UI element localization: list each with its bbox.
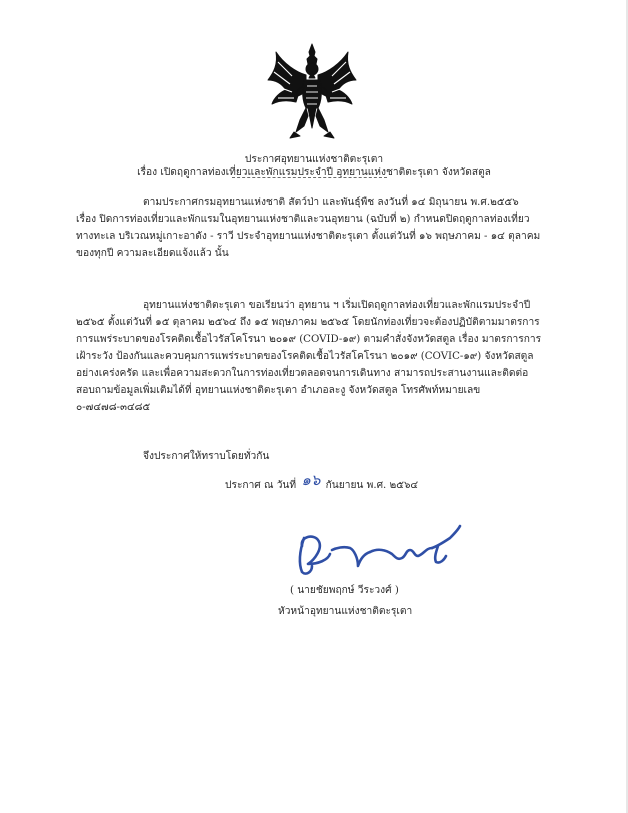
announce-line: จึงประกาศให้ทราบโดยทั่วกัน [143,451,270,462]
announcement-subject: เรื่อง เปิดฤดูกาลท่องเที่ยวและพักแรมประจำปี อุทยานแห่งชาติตะรุเตา จังหวัดสตูล [137,167,491,178]
handwritten-signature-icon [288,520,466,580]
para2-line: สอบถามข้อมูลเพิ่มเติมได้ที่ อุทยานแห่งชาติตะรุเตา อำเภอละงู จังหวัดสตูล โทรศัพท์หมายเลข [76,385,481,396]
date-line [225,471,419,493]
para2-line: เฝ้าระวัง ป้องกันและควบคุมการแพร่ระบาดของโรคติดเชื้อไวรัสโคโรนา ๒๐๑๙ (COVIC-๑๙) จังหวัดสตูล [76,351,534,362]
signer-position: หัวหน้าอุทยานแห่งชาติตะรุเตา [278,606,413,617]
handwritten-day: ๑๖ [301,471,321,489]
para1-line: เรื่อง ปิดการท่องเที่ยวและพักแรมในอุทยานแห่งชาติและวนอุทยาน (ฉบับที่ ๒) กำหนดปิดฤดูกาลท่องเที่ยว [76,214,530,225]
date-prefix: ประกาศ ณ วันที่ [225,480,297,491]
divider-line [232,177,387,178]
date-suffix: กันยายน พ.ศ. ๒๕๖๔ [325,480,419,491]
para2-line: การแพร่ระบาดของโรคติดเชื้อไวรัสโคโรนา ๒๐๑๙ (COVID-๑๙) ตามคำสั่งจังหวัดสตูล เรื่อง มาตรการการ [76,334,542,345]
para1-line: ตามประกาศกรมอุทยานแห่งชาติ สัตว์ป่า และพันธุ์พืช ลงวันที่ ๑๔ มิถุนายน พ.ศ.๒๕๕๖ [143,197,519,208]
signer-name: ( นายชัยพฤกษ์ วีระวงศ์ ) [290,585,399,596]
para2-line: ๐-๗๔๗๘-๓๔๘๕ [76,402,151,413]
garuda-emblem-icon [266,42,358,140]
para1-line: ของทุกปี ความละเอียดแจ้งแล้ว นั้น [76,248,229,259]
para2-line: ๒๕๖๕ ตั้งแต่วันที่ ๑๕ ตุลาคม ๒๕๖๔ ถึง ๑๕ พฤษภาคม ๒๕๖๕ โดยนักท่องเที่ยวจะต้องปฏิบัติตามมาตรการ [76,317,540,328]
para2-line: อย่างเคร่งครัด และเพื่อความสะดวกในการท่องเที่ยวตลอดจนการเดินทาง สามารถประสานงานและติดต่อ [76,368,529,379]
para1-line: ทางทะเล บริเวณหมู่เกาะอาดัง - ราวี ประจำอุทยานแห่งชาติตะรุเตา ตั้งแต่วันที่ ๑๖ พฤษภาคม - ๑๔ ตุลาคม [76,231,541,242]
announcement-title: ประกาศอุทยานแห่งชาติตะรุเตา [244,154,384,165]
para2-line: อุทยานแห่งชาติตะรุเตา ขอเรียนว่า อุทยาน ฯ เริ่มเปิดฤดูกาลท่องเที่ยวและพักแรมประจำปี [143,300,531,311]
